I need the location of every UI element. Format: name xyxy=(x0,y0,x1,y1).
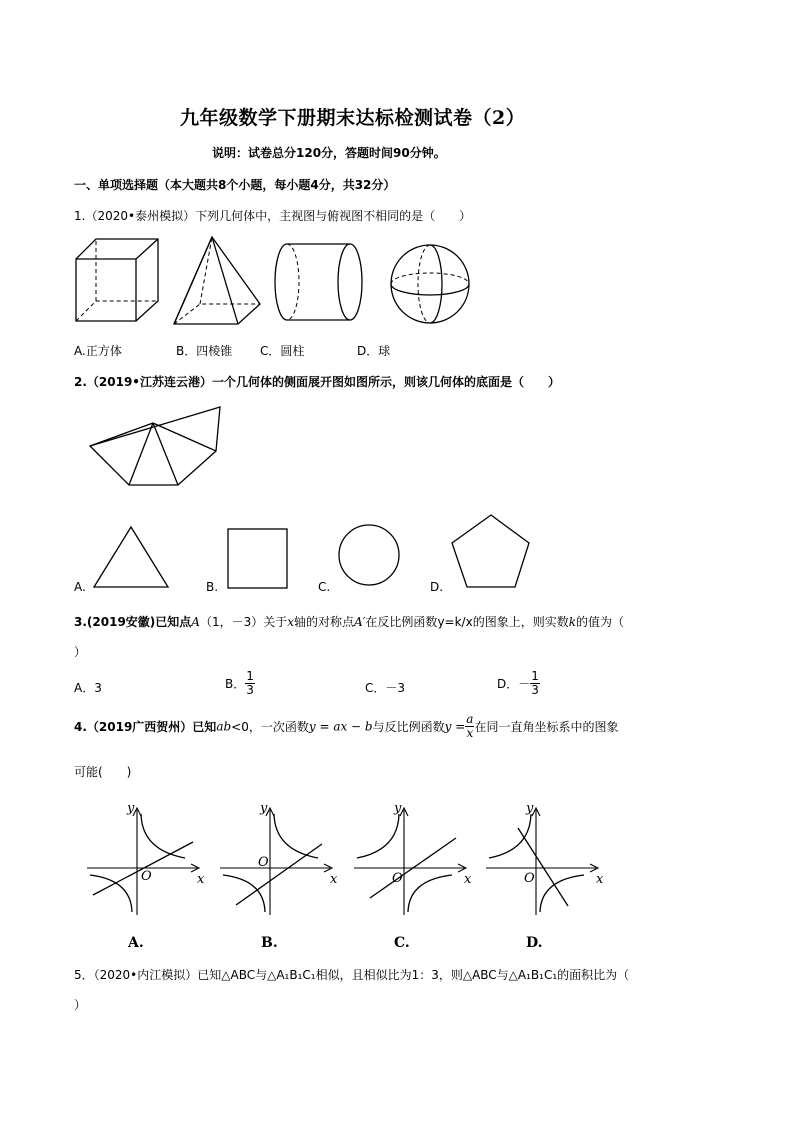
question-4-line2: 可能( ) xyxy=(74,765,132,779)
exam-note: 说明：试卷总分120分，答题时间90分钟。 xyxy=(212,146,446,160)
q3-option-a: A．3 xyxy=(74,681,102,695)
svg-text:y: y xyxy=(127,801,135,816)
graph-b xyxy=(218,800,343,920)
cube-figure xyxy=(74,237,164,327)
cylinder-figure xyxy=(270,240,365,325)
sphere-figure xyxy=(388,242,472,326)
q4-option-c: C. xyxy=(394,935,410,951)
page-title: 九年级数学下册期末达标检测试卷（2） xyxy=(180,107,526,129)
q3-option-c: C．－3 xyxy=(365,681,406,695)
svg-text:x: x xyxy=(330,872,338,887)
svg-text:y: y xyxy=(260,801,268,816)
pyramid-figure xyxy=(172,235,262,327)
q4-option-b: B. xyxy=(261,935,278,951)
question-1-text: 1.（2020•泰州模拟）下列几何体中，主视图与俯视图不相同的是（ ） xyxy=(74,209,472,223)
q4-option-d: D. xyxy=(526,935,543,951)
question-3-line1: 3.(2019安徽)已知点A（1，－3）关于x轴的对称点A′在反比例函数y=k/x的图象上，则实数k的值为（ xyxy=(74,615,624,629)
svg-text:x: x xyxy=(464,872,472,887)
q2-option-a: A. xyxy=(74,580,86,594)
q3-option-b: B． $\frac{1}{3}$ xyxy=(225,669,254,697)
net-figure xyxy=(88,405,228,490)
question-3-line2: ） xyxy=(74,645,87,659)
q3-option-d: D．－ $\frac{1}{3}$ xyxy=(497,669,539,697)
q1-option-a: A.正方体 xyxy=(74,344,122,358)
q1-option-c: C．圆柱 xyxy=(260,344,305,358)
svg-text:y: y xyxy=(394,801,402,816)
question-5-line2: ） xyxy=(74,998,87,1012)
q1-option-d: D．球 xyxy=(357,344,391,358)
graph-a xyxy=(85,800,210,920)
svg-text:y: y xyxy=(526,801,534,816)
q1-option-b: B．四棱锥 xyxy=(176,344,233,358)
svg-text:x: x xyxy=(197,872,205,887)
question-2-text: 2.（2019•江苏连云港）一个几何体的侧面展开图如图所示，则该几何体的底面是（ ） xyxy=(74,375,560,389)
question-4-line1: 4.（2019广西贺州）已知ab<0，一次函数y = ax − b与反比例函数y = $\frac{a}{x}$ 在同一直角坐标系中的图象 xyxy=(74,712,619,740)
svg-text:O: O xyxy=(524,871,535,886)
circle-base-figure xyxy=(336,522,402,588)
svg-text:O: O xyxy=(141,869,152,884)
square-base-figure xyxy=(226,527,290,591)
graph-c xyxy=(352,800,477,920)
triangle-base-figure xyxy=(92,525,172,589)
svg-text:O: O xyxy=(258,855,269,870)
q2-option-b: B. xyxy=(206,580,219,594)
question-5-line1: 5．（2020•内江模拟）已知△ABC与△A₁B₁C₁相似，且相似比为1：3，则△ABC与△A₁B₁C₁的面积比为（ xyxy=(74,968,630,982)
section-heading: 一、单项选择题（本大题共8个小题，每小题4分，共32分） xyxy=(74,178,396,192)
q4-option-a: A. xyxy=(128,935,144,951)
svg-text:O: O xyxy=(392,871,403,886)
graph-d xyxy=(484,800,609,920)
q2-option-d: D. xyxy=(430,580,444,594)
q2-option-c: C. xyxy=(318,580,331,594)
pentagon-base-figure xyxy=(450,513,532,591)
svg-text:x: x xyxy=(596,872,604,887)
